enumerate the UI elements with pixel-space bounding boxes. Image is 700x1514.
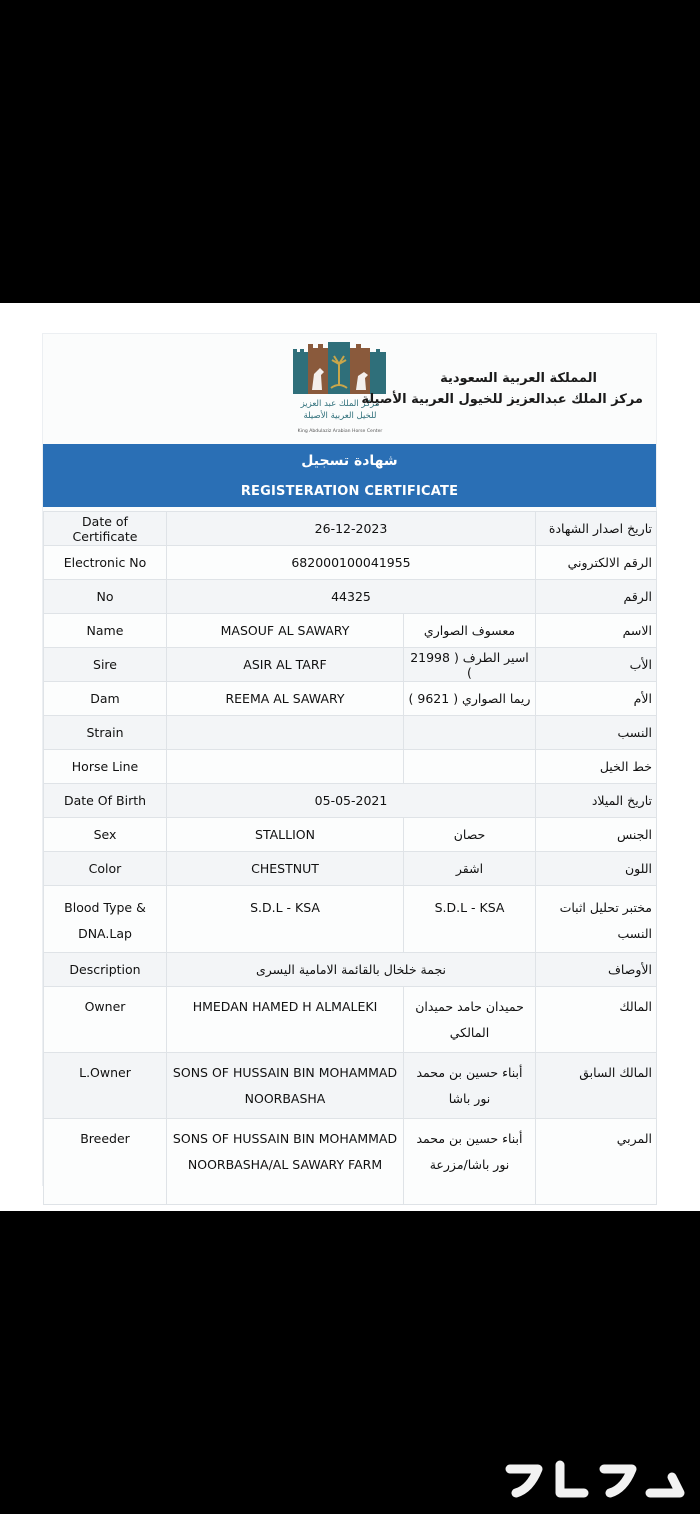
certificate-banner [43,444,656,507]
label-en: L.Owner [44,1053,167,1119]
value-en: SONS OF HUSSAIN BIN MOHAMMAD NOORBASHA/AL SAWARY FARM [167,1119,404,1205]
logo-caption-en: King Abdulaziz Arabian Horse Center [297,429,383,434]
row-sire [44,648,657,682]
label-en: Dam [44,682,167,716]
banner-title-ar: شهادة تسجيل [301,453,398,469]
value-ar [404,716,536,750]
value: 26-12-2023 [167,512,536,546]
value-en: ASIR AL TARF [167,648,404,682]
value-en: S.D.L - KSA [167,886,404,953]
label-ar: تاريخ اصدار الشهادة [536,512,657,546]
label-en: Date Of Birth [44,784,167,818]
label-ar: الرقم الالكتروني [536,546,657,580]
row-last-owner [44,1053,657,1119]
label-ar: النسب [536,716,657,750]
value-ar: حصان [404,818,536,852]
value-ar: S.D.L - KSA [404,886,536,953]
row-blood-type [44,886,657,953]
label-ar: تاريخ الميلاد [536,784,657,818]
value-ar [404,750,536,784]
row-horse-line [44,750,657,784]
value: 44325 [167,580,536,614]
label-ar: المالك السابق [536,1053,657,1119]
label-en: Color [44,852,167,886]
logo-tower-left [293,352,309,394]
label-en: Sex [44,818,167,852]
label-ar: خط الخيل [536,750,657,784]
label-en: Breeder [44,1119,167,1205]
row-name [44,614,657,648]
banner-title-en: REGISTERATION CERTIFICATE [240,484,459,499]
value-ar: اشقر [404,852,536,886]
row-sex [44,818,657,852]
value: 05-05-2021 [167,784,536,818]
center-logo [290,342,390,438]
value-en: CHESTNUT [167,852,404,886]
label-en: Horse Line [44,750,167,784]
center-title: مركز الملك عبدالعزيز للخيول العربية الأصيلة [361,392,643,407]
label-ar: المالك [536,987,657,1053]
value-en: REEMA AL SAWARY [167,682,404,716]
label-ar: مختبر تحليل اثبات النسب [536,886,657,953]
row-strain [44,716,657,750]
label-en: Date of Certificate [44,512,167,546]
row-date-of-certificate [44,512,657,546]
row-breeder [44,1119,657,1205]
label-en: No [44,580,167,614]
value-ar: أبناء حسين بن محمد نور باشا [404,1053,536,1119]
haraj-watermark-logo [500,1455,690,1505]
value: 682000100041955 [167,546,536,580]
value-en: HMEDAN HAMED H ALMALEKI [167,987,404,1053]
label-en: Owner [44,987,167,1053]
label-ar: الاسم [536,614,657,648]
label-ar: الأم [536,682,657,716]
row-electronic-no [44,546,657,580]
label-ar: الأوصاف [536,953,657,987]
logo-tower-right [370,352,386,394]
row-dam [44,682,657,716]
value-en [167,716,404,750]
label-en: Strain [44,716,167,750]
label-ar: الجنس [536,818,657,852]
label-ar: الأب [536,648,657,682]
value-ar: حميدان حامد حميدان المالكي [404,987,536,1053]
label-ar: اللون [536,852,657,886]
label-en: Name [44,614,167,648]
label-ar: الرقم [536,580,657,614]
value-en: STALLION [167,818,404,852]
value-ar: أبناء حسين بن محمد نور باشا/مزرعة [404,1119,536,1205]
row-description [44,953,657,987]
value-ar: اسير الطرف ( 21998 ) [404,648,536,682]
country-title: المملكة العربية السعودية [440,371,597,386]
row-owner [44,987,657,1053]
row-color [44,852,657,886]
value-en: SONS OF HUSSAIN BIN MOHAMMAD NOORBASHA [167,1053,404,1119]
label-ar: المربي [536,1119,657,1205]
value-en [167,750,404,784]
value-en: MASOUF AL SAWARY [167,614,404,648]
label-en: Electronic No [44,546,167,580]
logo-caption-ar-1: مركز الملك عبد العزيز [300,399,380,409]
value-ar: ريما الصواري ( 9621 ) [404,682,536,716]
label-en: Sire [44,648,167,682]
value: نجمة خلخال بالقائمة الامامية اليسرى [167,953,536,987]
row-date-of-birth [44,784,657,818]
label-en: Description [44,953,167,987]
logo-caption-ar-2: للخيل العربية الأصيلة [303,411,377,421]
value-ar: معسوف الصواري [404,614,536,648]
certificate-table [43,511,657,1205]
row-no [44,580,657,614]
label-en: Blood Type & DNA.Lap [44,886,167,953]
